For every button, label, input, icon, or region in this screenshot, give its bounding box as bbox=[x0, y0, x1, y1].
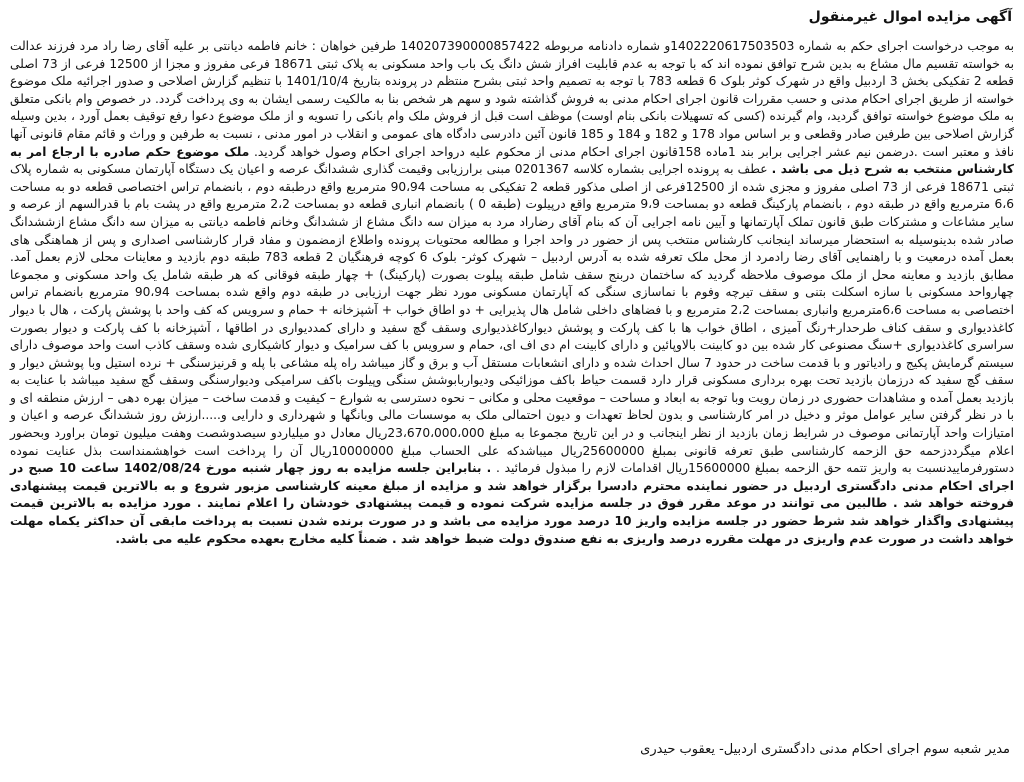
notice-text-part-2: عطف به پرونده اجرایی بشماره کلاسه 0201367 مبنی برارزیابی وقیمت گذاری ششدانگ عرصه و اعیان یک دستگاه آپارتمان مسکونی به شماره پلاک ثبتی 18671 فرعی از 73 اصلی مفروز و مجزی شده از 12500فرعی از اصلی مذکور قطعه 2 تفکیکی به مساحت 90،94 مترمربع واقع درطبقه دوم ، بانضمام تراس اختصاصی قطعه دو به مساحت 6،6 مترمربع واقع در طبقه دوم ، بانضمام پارکینگ قطعه دو بمساحت 9،9 مترمربع واقع درپیلوت (طبقه 0 ) بانضمام انباری قطعه دو بمساحت 2،2 مترمربع واقع در پشت بام با قدرالسهم از عرصه و سایر مشاعات و مشترکات طبق قانون تملک آپارتمانها و آیین نامه اجرایی آن که بنام آقای رضاراد مرد به میزان سه دانگ مشاع از ششدانگ وخانم فاطمه دیانتی به میزان سه دانگ مشاع ازششدانگ صادر شده بدینوسیله به استحضار میرساند اینجانب کارشناس منتخب پس از حضور در واحد اجرا و مطالعه محتویات پرونده واطلاع ازمضمون و مفاد قرار کارشناسی اصداری و پس از هماهنگی های بعمل آمده درمعیت و با راهنمایی آقای رضا رادمرد از محل ملک تعرفه شده به آدرس اردبیل – شهرک کوثر- بلوک 6 کوچه فرهنگیان 2 قطعه 783 طبقه دوم بازدید و معاینات محلی لازم بعمل آمد. مطابق بازدید و معاینه محل از ملک موصوف ملاحظه گردید که ساختمان دربنج سقف شامل طبقه پیلوت بصورت (پارکینگ) + چهار طبقه فوقانی که هر طبقه شامل یک واحد مسکونی و مجموعا چهارواحد مسکونی با سازه اسکلت بتنی و سقف تیرچه وفوم با نماسازی سنگی که آپارتمان مسکونی مورد نظر جهت ارزیابی در طبقه دوم واقع شده بمساحت 90،94 مترمربع بانضمام تراس اختصاصی به مساحت 6،6مترمربع وانباری بمساحت 2،2 مترمربع و با فضاهای داخلی شامل هال پذیرایی + دو اطاق خواب + آشپزخانه + حمام و سرویس که کف واحد با پوشش پارکت ، هال با دیوار کاغذدیواری و سقف کناف طرحدار+رنگ آمیزی ، اطاق خواب ها با کف پارکت و پوشش دیوارکاغذدیواری وسقف گچ سفید و دارای کمددیواری در اطاقها ، آشپزخانه با کف پارکت و دیوار بصورت سراسری کاغذدیواری +سنگ مصنوعی کار شده بین دو کابینت بالاوپائین و دارای کابینت ام دی اف ای، حمام و سرویس با کف سرامیک و دیوار کاشیکاری شده وسقف کاذب است واحد موصوف دارای سیستم گرمایش پکیج و رادیاتور و با قدمت ساخت در حدود 7 سال احداث شده و دارای انشعابات مستقل آب و برق و گاز میباشد راه پله مشاعی با پله و قرنیزسنگی + نرده استیل وبا پوشش دیوار و سقف گچ سفید که درزمان بازدید تحت بهره برداری مسکونی قرار دارد قسمت حیاط باکف موزائیکی ودیواربابوشش سنگی وپیلوت باکف سرامیکی ودیوارسنگی وسقف گچ سفید میباشد با عنایت به بازدید بعمل آمده و مشاهدات حضوری در زمان رویت وبا توجه به ابعاد و مساحت – موقعیت محلی و مکانی – نحوه دسترسی به شوارع – کیفیت و قدمت ساخت – میزان بهره دهی – ارزش منطقه ای و با در نظر گرفتن سایر عوامل موثر و دخیل در امر کارشناسی و بدون لحاظ تعهدات و دیون احتمالی ملک به موسسات مالی وبانگها و شهرداری و دارایی و.....ارزش روز ششدانگ عرصه و اعیان و امتیازات واحد آپارتمانی موصوف در شرایط زمان بازدید از نظر اینجانب و در این تاریخ مجموعا به مبلغ 23،670،000،000ریال معادل دو میلیاردو سیصدوشصت وهفت میلیون تومان براورد وبحضور اعلام میگرددزحمه حق الزحمه کارشناسی طبق تعرفه قانونی بمبلغ 25600000ریال میباشدکه علی الحساب مبلغ 10000000ریال آن را پرداخت است خواهشمنداست بذل عنایت نموده دستورفرماییدنسبت به واریز تتمه حق الزحمه بمبلغ 15600000ریال اقدامات لازم را مبذول فرمائید . bbox=[10, 162, 1015, 476]
notice-title: آگهی مزایده اموال غیرمنقول bbox=[808, 9, 1012, 25]
notice-text-part-1: به موجب درخواست اجرای حکم به شماره 140222061750350‌3و شماره دادنامه مربوطه 140207390000857422 طرفین خواهان : خانم فاطمه دیانتی بر علیه آقای رضا راد مرد فرزند عدالت به خواسته تقسیم مال مشاع به بدین شرح توافق نموده اند که با توجه به عدم قابلیت افراز شش دانگ یک باب واحد مسکونی به پلاک ثبتی 18671 فرعی مفروز و مجزا از 12500 فرعی از 73 اصلی قطعه 2 تفکیکی بخش 3 اردبیل واقع در شهرک کوثر بلوک 6 قطعه 783 با توجه به تصمیم واحد ثبتی بشرح منتظم در پرونده بتاریخ 1401/10/4 با تنظیم گزارش اصلاحی و صدور اجرائیه ملک موضوع خواسته از طریق اجرای احکام مدنی و حسب مقررات قانون اجرای احکام مدنی به فروش گذاشته شود و سهم هر شخص بنا به مالکیت رسمی ایشان به وی پرداخت گردد. در خصوص وام بانکی متعلق به ملک موضوع خواسته توافق گردید، وام گیرنده (کسی که تسهیلات بانکی بنام اوست) موظف است قبل از فروش ملک وام بانکی را تسویه و از ملک موضوع دعوا رفع توقیف بعمل آورد ، بدین وسیله گزارش اصلاحی بین طرفین صادر وقطعی و بر اساس مواد 178 و 182 و 184 و 185 قانون آئین دادرسی دادگاه های عمومی و انقلاب در امور مدنی ، نسبت به طرفین و وراث و قائم مقام قانونی آنها نافذ و معتبر است .درضمن نیم عشر اجرایی برابر بند 1ماده 158قانون اجرای احکام مدنی از محکوم علیه درواحد اجرای احکام وصول خواهد گردید. bbox=[10, 39, 1015, 159]
notice-bold-part-1: ملک موضوع حکم صادره با ارجاع امر به کارشناس منتخب به شرح ذیل می باشد . bbox=[10, 144, 1014, 177]
signature-line: مدیر شعبه سوم اجرای احکام مدنی دادگستری اردبیل- یعقوب حیدری bbox=[640, 742, 1010, 757]
notice-bold-part-2: . بنابراین جلسه مزایده به روز چهار شنبه مورخ 1402/08/24 ساعت 10 صبح در اجرای احکام مدنی دادگستری اردبیل در حضور نماینده محترم دادسرا برگزار خواهد شد و مزایده از مبلغ معینه کارشناسی مزبور شروع و به بالاترین قیمت پیشنهادی فروخته خواهد شد . طالبین می توانند در موعد مقرر فوق در جلسه مزایده شرکت نموده و قیمت پیشنهادی خودشان را اعلام نمایند . مورد مزایده به بالاترین قیمت پیشنهادی واگذار خواهد شد شرط حضور در جلسه مزایده واریز 10 درصد مورد مزایده می باشد و در صورت برنده شدن نسبت به پرداخت مابقی آن حداکثر یکماه مهلت خواهد داشت در صورت عدم واریزی در مهلت مقرره درصد واریزی به نفع صندوق دولت ضبط خواهد شد . ضمناً کلیه مخارج بعهده محکوم علیه می باشد. bbox=[10, 461, 1014, 546]
notice-body bbox=[10, 38, 1014, 548]
